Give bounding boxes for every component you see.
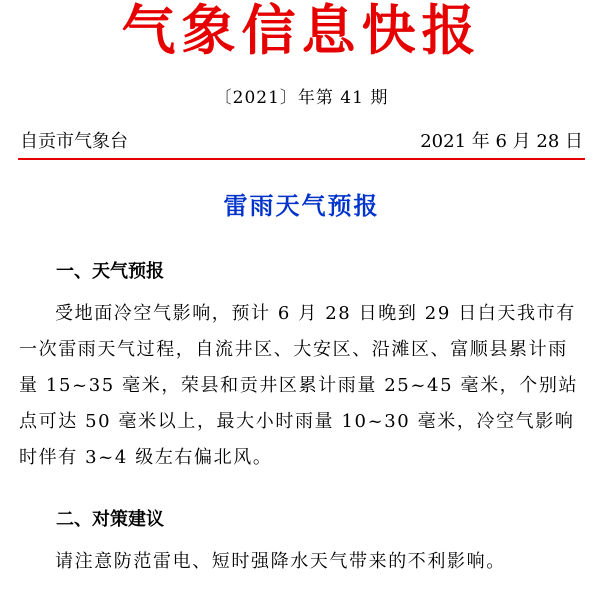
- section-heading-advice: 二、对策建议: [56, 509, 164, 530]
- article-title: 雷雨天气预报: [223, 192, 380, 220]
- masthead-title: 气象信息快报: [121, 0, 482, 62]
- issue-number: 〔2021〕年第 41 期: [214, 88, 389, 108]
- section-heading-forecast: 一、天气预报: [56, 261, 164, 282]
- header-divider: [18, 158, 585, 160]
- publish-date: 2021 年 6 月 28 日: [420, 131, 583, 152]
- advice-paragraph: 请注意防范雷电、短时强降水天气带来的不利影响。: [55, 551, 506, 572]
- forecast-paragraph: 受地面冷空气影响，预计 6 月 28 日晚到 29 日白天我市有一次雷雨天气过程，自流井区、大安区、沿滩区、富顺县累计雨量 15~35 毫米，荣县和贡井区累计雨量 25~45 毫米，个别站点可达 50 毫米以上，最大小时雨量 10~30 毫米，冷空气影响时伴有 3~4 级左右偏北风。: [19, 303, 579, 468]
- publisher: 自贡市气象台: [20, 131, 128, 152]
- publication-info: [20, 130, 583, 154]
